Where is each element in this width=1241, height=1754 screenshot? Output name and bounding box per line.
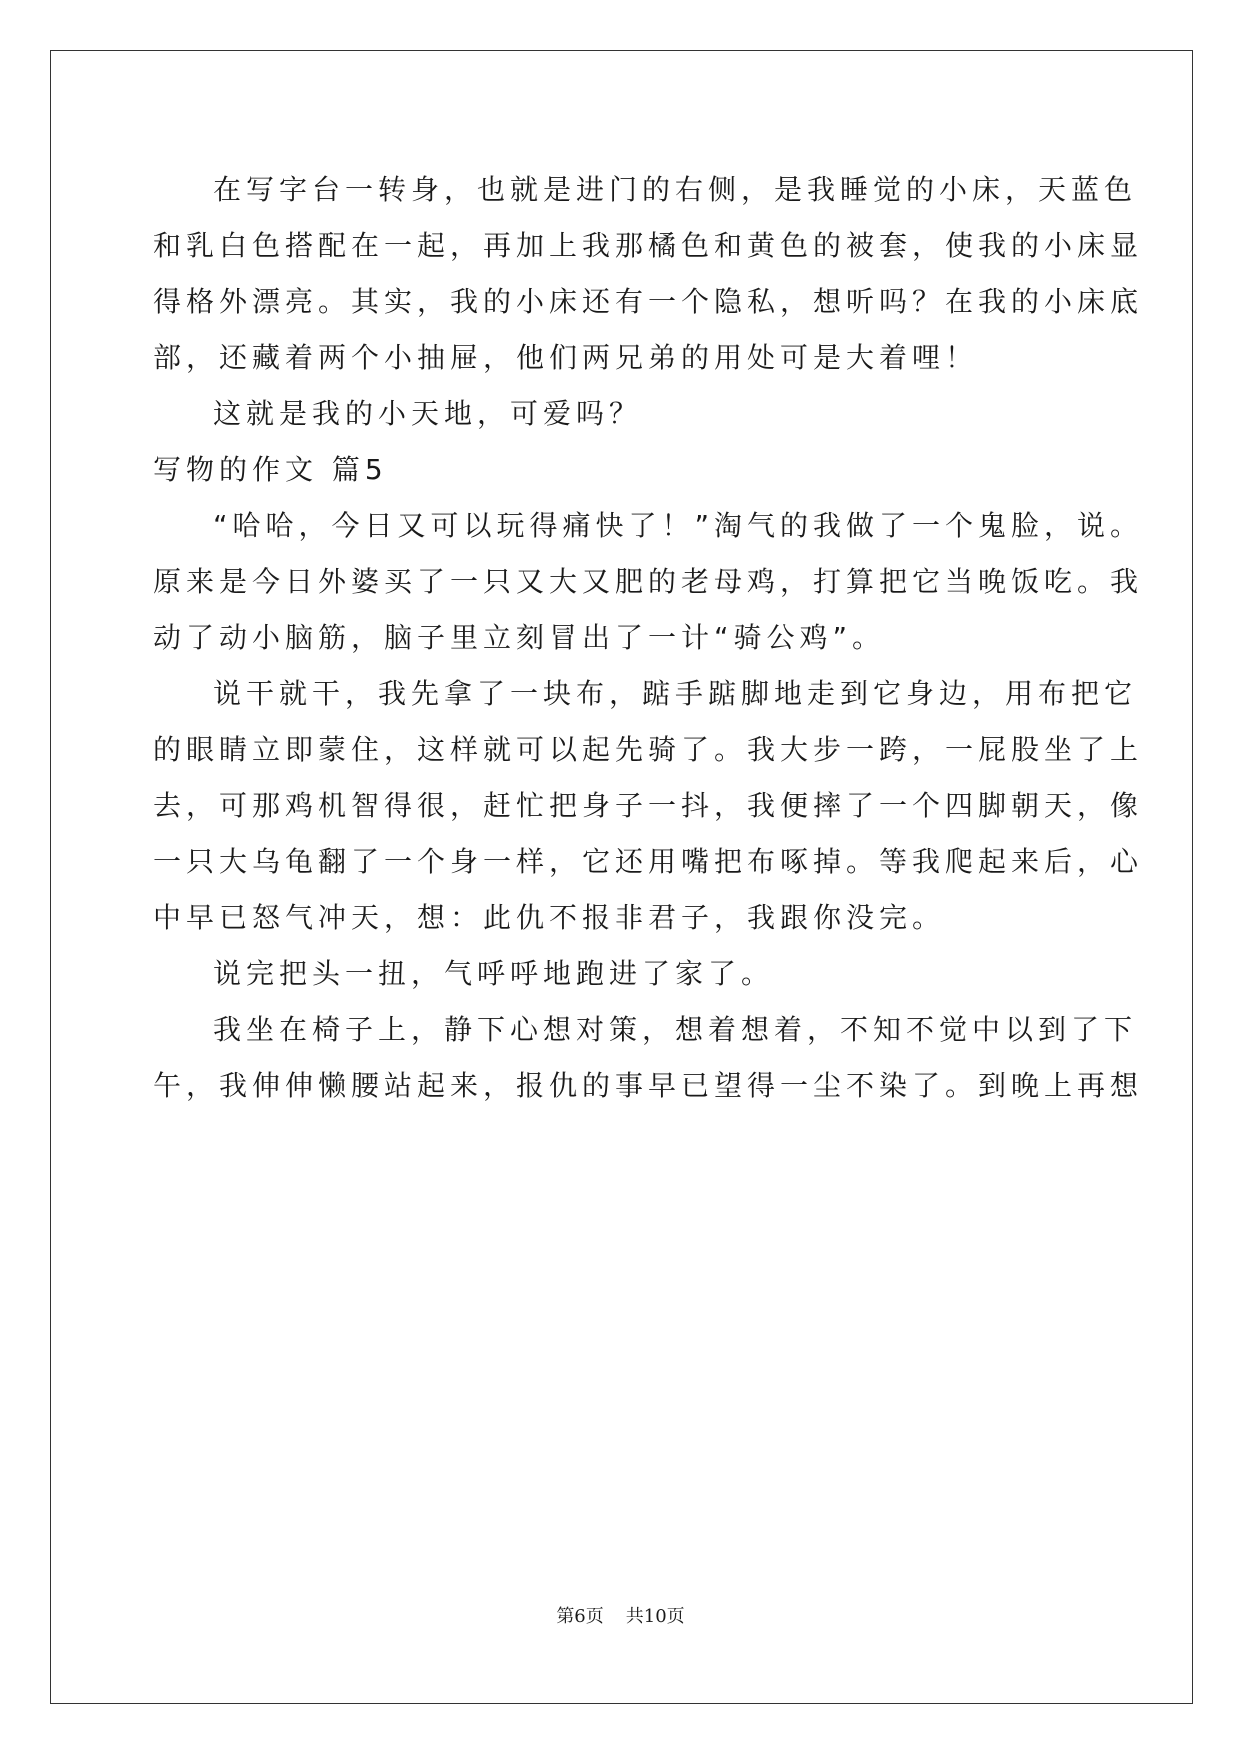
paragraph-line: 中早已怒气冲天，想：此仇不报非君子，我跟你没完。 [153,901,946,934]
paragraph-line: 在写字台一转身，也就是进门的右侧，是我睡觉的小床，天蓝色 [213,173,1138,206]
paragraph-line: 说完把头一扭，气呼呼地跑进了家了。 [213,957,775,990]
paragraph-line: 说干就干，我先拿了一块布，踮手踮脚地走到它身边，用布把它 [213,677,1138,710]
section-heading: 写物的作文 篇5 [153,453,388,486]
paragraph-line: 和乳白色搭配在一起，再加上我那橘色和黄色的被套，使我的小床显 [153,229,1144,262]
paragraph-line: 部，还藏着两个小抽屉，他们两兄弟的用处可是大着哩！ [153,341,979,374]
total-pages: 共10页 [625,1606,685,1627]
paragraph-line: 去，可那鸡机智得很，赶忙把身子一抖，我便摔了一个四脚朝天，像 [153,789,1144,822]
paragraph-line: 这就是我的小天地，可爱吗？ [213,397,643,430]
paragraph-line: “哈哈，今日又可以玩得痛快了！”淘气的我做了一个鬼脸，说。 [213,509,1144,542]
paragraph-line: 的眼睛立即蒙住，这样就可以起先骑了。我大步一跨，一屁股坐了上 [153,733,1144,766]
paragraph-line: 我坐在椅子上，静下心想对策，想着想着，不知不觉中以到了下 [213,1013,1138,1046]
paragraph-line: 一只大乌龟翻了一个身一样，它还用嘴把布啄掉。等我爬起来后，心 [153,845,1144,878]
paragraph-line: 午，我伸伸懒腰站起来，报仇的事早已望得一尘不染了。到晚上再想 [153,1069,1144,1102]
page-number: 第6页 [556,1606,604,1627]
paragraph-line: 动了动小脑筋，脑子里立刻冒出了一计“骑公鸡”。 [153,621,886,654]
paragraph-line: 原来是今日外婆买了一只又大又肥的老母鸡，打算把它当晚饭吃。我 [153,565,1144,598]
paragraph-line: 得格外漂亮。其实，我的小床还有一个隐私，想听吗？在我的小床底 [153,285,1144,318]
page-footer [0,1605,1241,1629]
